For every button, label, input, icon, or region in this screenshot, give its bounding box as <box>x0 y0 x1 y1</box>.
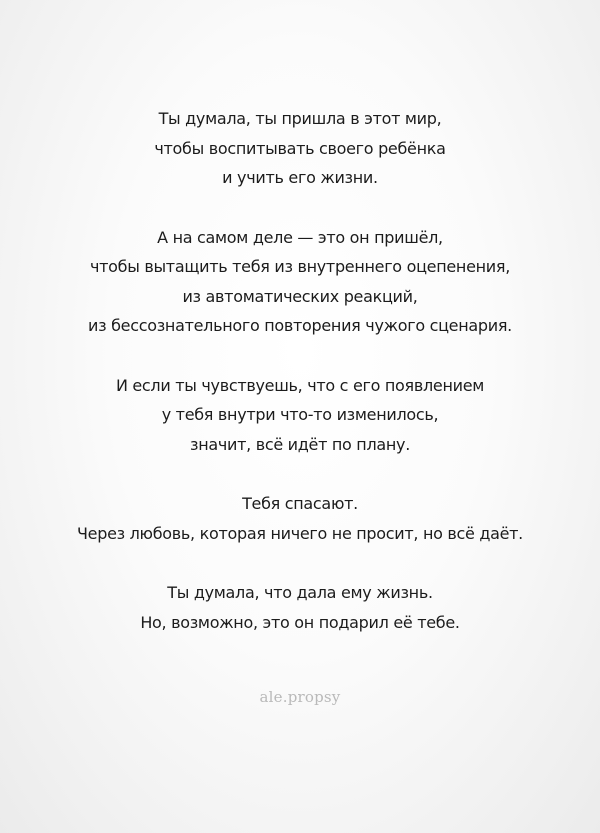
poem-line: чтобы воспитывать своего ребёнка <box>154 138 446 158</box>
author-signature: ale.propsy <box>259 688 341 706</box>
poem-line: Ты думала, что дала ему жизнь. <box>167 583 433 602</box>
poem-line: И если ты чувствуешь, что с его появлением <box>115 375 485 395</box>
poem-line: чтобы вытащить тебя из внутреннего оцепенения, <box>89 257 510 276</box>
poem-line: из автоматических реакций, <box>182 286 418 306</box>
poem-line: Через любовь, которая ничего не просит, но всё даёт. <box>77 523 523 543</box>
poem-line: у тебя внутри что-то изменилось, <box>161 405 439 424</box>
poem-line: Но, возможно, это он подарил её тебе. <box>140 612 460 632</box>
poem-line: значит, всё идёт по плану. <box>189 434 411 454</box>
poem-line: из бессознательного повторения чужого сценария. <box>88 316 512 335</box>
poem-text <box>0 104 600 667</box>
stanza-3 <box>0 371 600 460</box>
stanza-5 <box>0 578 600 637</box>
stanza-4 <box>0 489 600 548</box>
poem-line: Тебя спасают. <box>242 494 358 513</box>
poem-line: А на самом деле — это он пришёл, <box>157 227 443 247</box>
poem-line: Ты думала, ты пришла в этот мир, <box>158 109 442 128</box>
stanza-2 <box>0 223 600 341</box>
stanza-1 <box>0 104 600 193</box>
poem-line: и учить его жизни. <box>222 168 378 187</box>
